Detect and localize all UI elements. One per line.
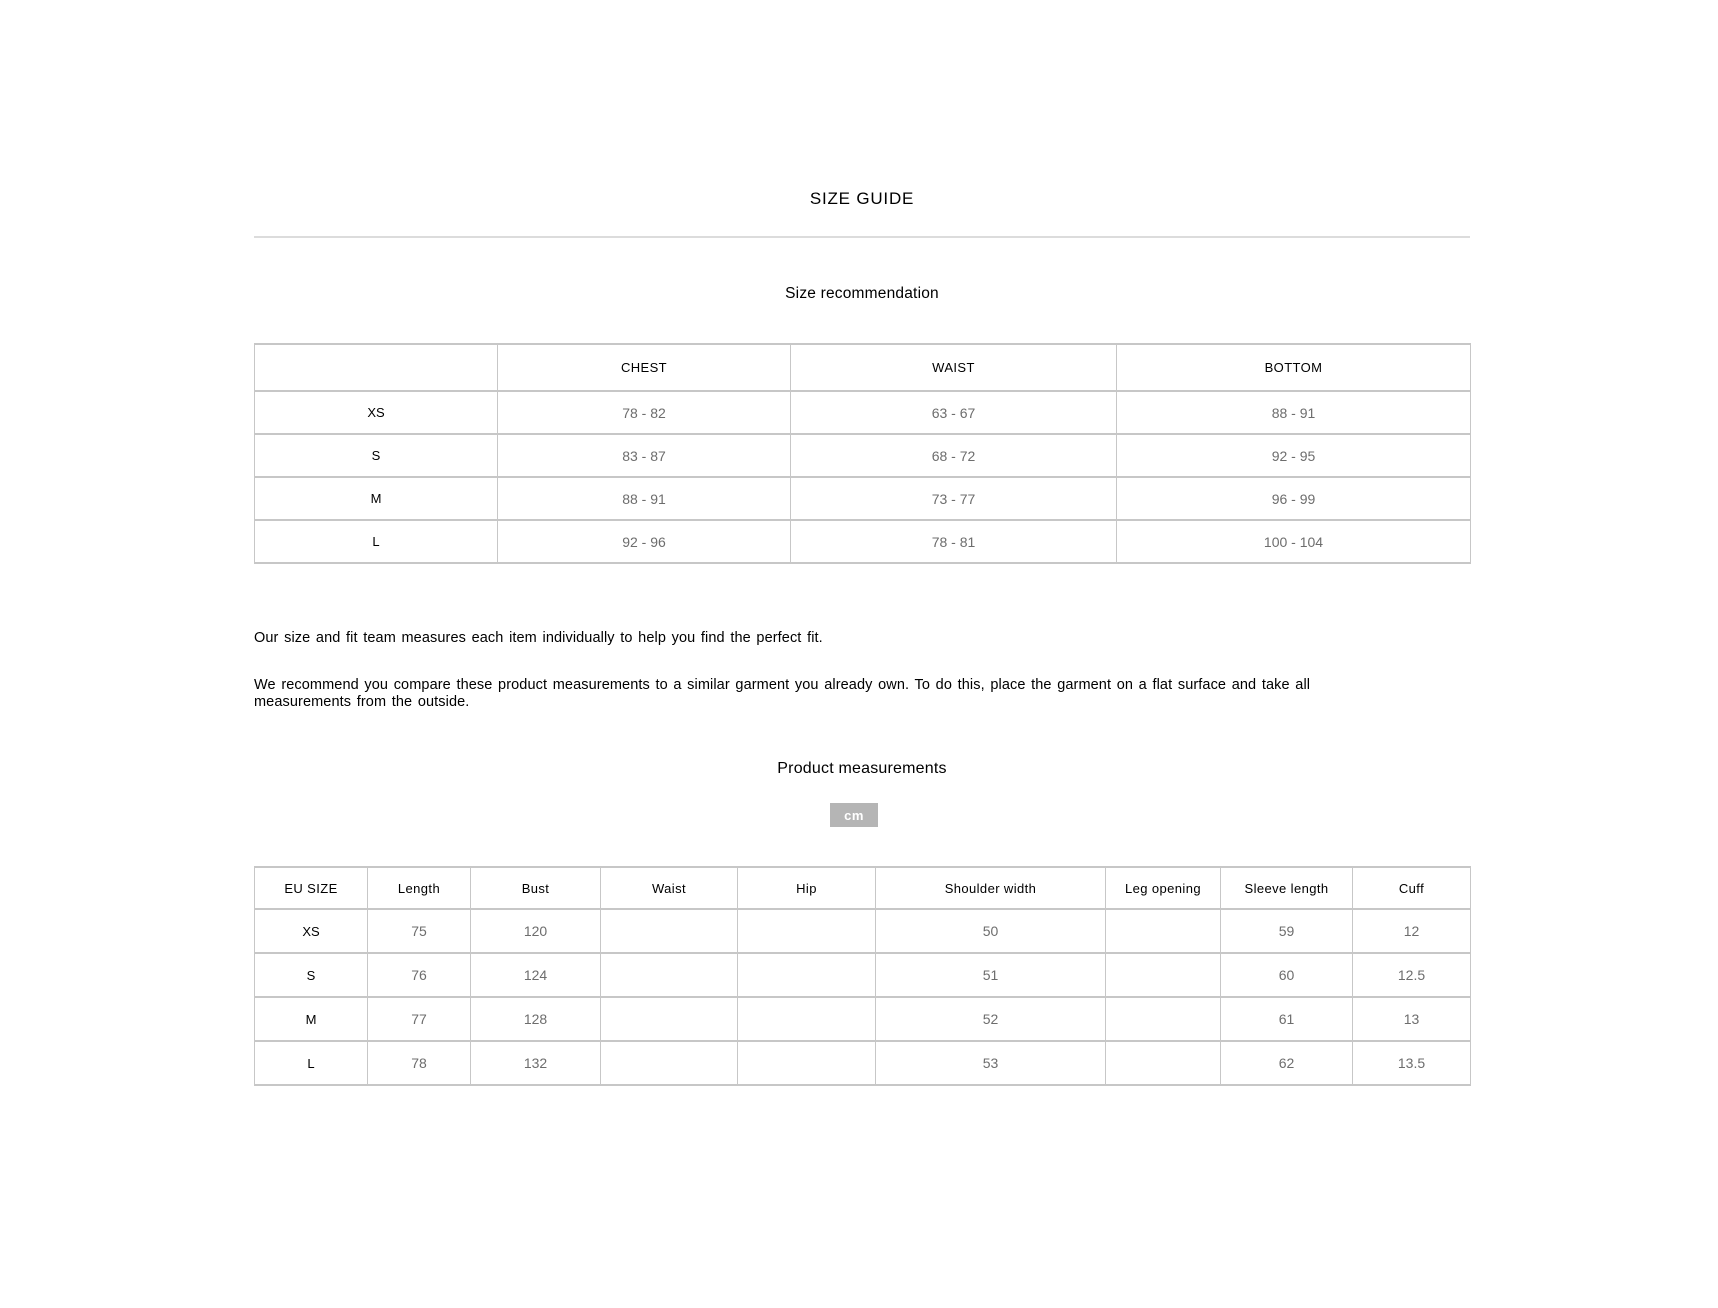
value-cell: 77 — [368, 997, 471, 1041]
size-label-cell: L — [255, 1041, 368, 1085]
divider — [254, 236, 1470, 238]
table-row — [255, 391, 1471, 434]
value-cell: 63 - 67 — [791, 391, 1117, 434]
size-recommendation-table — [254, 343, 1471, 564]
measuring-instructions-paragraph: We recommend you compare these product measurements to a similar garment you already own. To do this, place the garment on a flat surface and take all measurements from the outside. — [254, 677, 1311, 710]
value-cell: 92 - 95 — [1117, 434, 1471, 477]
value-cell — [601, 997, 738, 1041]
value-cell: 62 — [1221, 1041, 1353, 1085]
value-cell — [1106, 909, 1221, 953]
column-header: Length — [368, 867, 471, 909]
value-cell: 124 — [471, 953, 601, 997]
value-cell — [601, 1041, 738, 1085]
value-cell: 73 - 77 — [791, 477, 1117, 520]
column-header: CHEST — [498, 344, 791, 391]
column-header: EU SIZE — [255, 867, 368, 909]
column-header: BOTTOM — [1117, 344, 1471, 391]
value-cell: 75 — [368, 909, 471, 953]
value-cell — [601, 909, 738, 953]
table-row — [255, 520, 1471, 563]
value-cell: 83 - 87 — [498, 434, 791, 477]
size-label-cell: S — [255, 434, 498, 477]
value-cell — [738, 909, 876, 953]
table-row — [255, 953, 1471, 997]
table-row — [255, 997, 1471, 1041]
value-cell: 78 - 81 — [791, 520, 1117, 563]
value-cell: 53 — [876, 1041, 1106, 1085]
column-header: Bust — [471, 867, 601, 909]
value-cell: 50 — [876, 909, 1106, 953]
value-cell: 60 — [1221, 953, 1353, 997]
size-label-cell: M — [255, 997, 368, 1041]
value-cell — [738, 997, 876, 1041]
value-cell — [1106, 953, 1221, 997]
column-header — [255, 344, 498, 391]
value-cell: 12.5 — [1353, 953, 1471, 997]
column-header: Hip — [738, 867, 876, 909]
value-cell: 13.5 — [1353, 1041, 1471, 1085]
table-row — [255, 477, 1471, 520]
value-cell: 128 — [471, 997, 601, 1041]
size-label-cell: L — [255, 520, 498, 563]
value-cell: 88 - 91 — [1117, 391, 1471, 434]
column-header: Cuff — [1353, 867, 1471, 909]
value-cell: 88 - 91 — [498, 477, 791, 520]
value-cell: 132 — [471, 1041, 601, 1085]
value-cell — [1106, 1041, 1221, 1085]
header-row — [255, 344, 1471, 391]
size-label-cell: XS — [255, 391, 498, 434]
value-cell: 76 — [368, 953, 471, 997]
page-title: SIZE GUIDE — [809, 189, 915, 208]
size-recommendation-heading: Size recommendation — [785, 285, 939, 302]
size-label-cell: S — [255, 953, 368, 997]
value-cell — [1106, 997, 1221, 1041]
column-header: WAIST — [791, 344, 1117, 391]
value-cell: 100 - 104 — [1117, 520, 1471, 563]
table-row — [255, 434, 1471, 477]
value-cell: 12 — [1353, 909, 1471, 953]
value-cell: 68 - 72 — [791, 434, 1117, 477]
product-measurements-table — [254, 866, 1471, 1086]
unit-toggle-cm-button[interactable]: cm — [830, 803, 878, 827]
product-measurements-heading: Product measurements — [777, 760, 947, 777]
table-row — [255, 1041, 1471, 1085]
column-header: Shoulder width — [876, 867, 1106, 909]
value-cell — [738, 953, 876, 997]
size-label-cell: XS — [255, 909, 368, 953]
header-row — [255, 867, 1471, 909]
value-cell: 78 - 82 — [498, 391, 791, 434]
value-cell: 59 — [1221, 909, 1353, 953]
value-cell — [738, 1041, 876, 1085]
value-cell: 13 — [1353, 997, 1471, 1041]
value-cell: 120 — [471, 909, 601, 953]
size-label-cell: M — [255, 477, 498, 520]
value-cell: 92 - 96 — [498, 520, 791, 563]
value-cell — [601, 953, 738, 997]
column-header: Waist — [601, 867, 738, 909]
value-cell: 96 - 99 — [1117, 477, 1471, 520]
fit-team-paragraph: Our size and fit team measures each item individually to help you find the perfect fit. — [254, 630, 823, 646]
column-header: Sleeve length — [1221, 867, 1353, 909]
value-cell: 78 — [368, 1041, 471, 1085]
column-header: Leg opening — [1106, 867, 1221, 909]
value-cell: 52 — [876, 997, 1106, 1041]
table-row — [255, 909, 1471, 953]
value-cell: 61 — [1221, 997, 1353, 1041]
value-cell: 51 — [876, 953, 1106, 997]
